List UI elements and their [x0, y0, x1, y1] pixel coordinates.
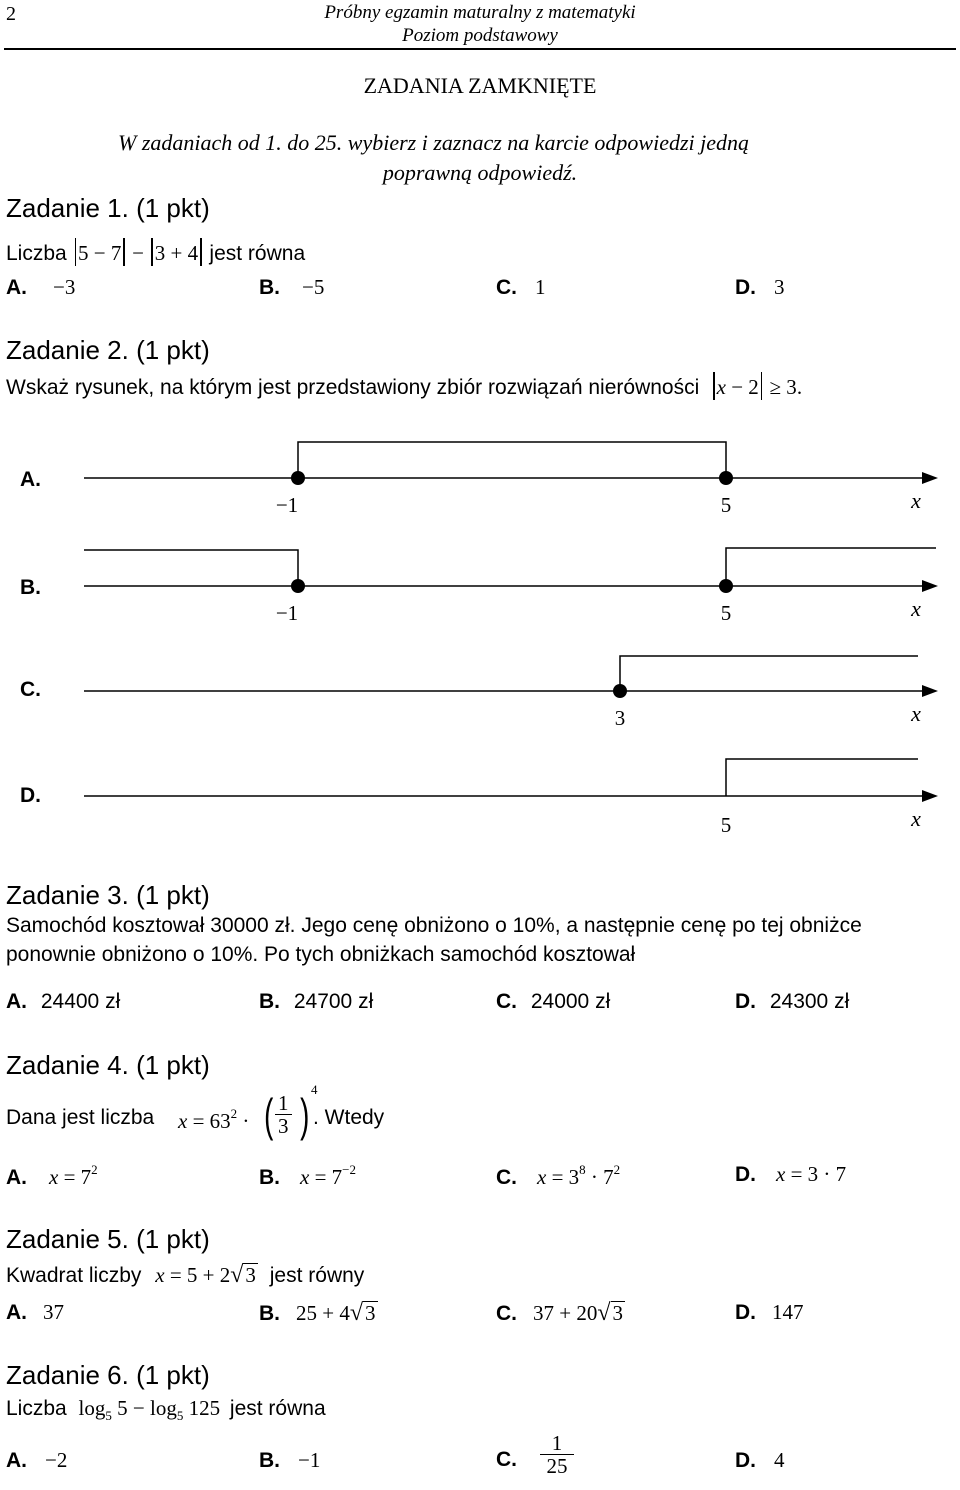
option-value: −5 — [302, 275, 325, 299]
header-rule — [4, 48, 956, 50]
task-4-option-b[interactable] — [259, 1162, 356, 1190]
task-3-question-line2: ponownie obniżono o 10%. Po tych obniżkach samochód kosztował — [6, 943, 636, 966]
task-4-frac-den: 3 — [278, 1114, 289, 1138]
option-value: 25 + 4 — [296, 1301, 350, 1325]
task-3-option-d[interactable] — [735, 990, 849, 1014]
task-2-option-a[interactable]: A. — [20, 468, 41, 491]
task-1-question — [6, 238, 305, 266]
option-letter: A. — [6, 1301, 27, 1324]
closed-endpoint-right — [719, 579, 733, 593]
option-value: 24000 zł — [530, 990, 611, 1013]
task-4-var: x — [178, 1109, 188, 1133]
task-6-base2: 5 — [176, 1408, 184, 1423]
task-6-option-d[interactable] — [735, 1448, 785, 1473]
option-value: 24700 zł — [293, 990, 374, 1013]
task-5-option-d[interactable] — [735, 1300, 804, 1325]
task-5-option-a[interactable] — [6, 1300, 64, 1325]
task-1-title: Zadanie 1. (1 pkt) — [6, 193, 210, 223]
option-value: 4 — [774, 1448, 785, 1472]
axis-arrow — [922, 790, 938, 802]
option-exp: 8 — [579, 1162, 586, 1177]
task-6-option-a[interactable] — [6, 1448, 67, 1473]
option-letter: C. — [496, 276, 517, 299]
closed-endpoint — [613, 684, 627, 698]
task-1-q-suffix: jest równa — [209, 242, 306, 265]
task-4-dot: · — [242, 1109, 250, 1133]
option-value: 37 + 20 — [533, 1301, 598, 1325]
option-letter: B. — [259, 1302, 280, 1325]
task-3-options — [0, 990, 960, 1020]
task-4-title: Zadanie 4. (1 pkt) — [6, 1050, 210, 1080]
task-2-option-b[interactable]: B. — [20, 576, 41, 599]
option-letter: C. — [496, 1166, 517, 1189]
task-2-var: x — [716, 375, 726, 399]
header-title: Próbny egzamin maturalny z matematyki — [324, 2, 636, 23]
task-5-eq: = 5 + 2 — [169, 1263, 231, 1287]
option-letter: D. — [735, 276, 756, 299]
task-6-arg2: 125 — [188, 1396, 221, 1420]
option-value: −1 — [298, 1448, 321, 1472]
option-letter: A. — [6, 1449, 27, 1472]
task-4-q-prefix: Dana jest liczba — [6, 1106, 155, 1129]
option-value: −2 — [45, 1448, 68, 1472]
option-letter: D. — [735, 1301, 756, 1324]
section-title: ZADANIA ZAMKNIĘTE — [363, 73, 597, 98]
option-root: 3 — [365, 1301, 376, 1325]
axis-label-x: x — [911, 488, 921, 513]
task-4-frac-num: 1 — [275, 1092, 292, 1115]
option-value: 1 — [535, 275, 546, 299]
option-exp: 2 — [91, 1162, 98, 1177]
task-2-rel: ≥ 3 — [769, 375, 797, 399]
option-exp: −2 — [342, 1162, 357, 1177]
closed-endpoint-left — [291, 471, 305, 485]
option-value: 147 — [772, 1300, 804, 1324]
task-2-q-text: Wskaż rysunek, na którym jest przedstawiony zbiór rozwiązań nierówności — [6, 376, 700, 399]
task-3-option-b[interactable] — [259, 990, 373, 1014]
option-letter: A. — [6, 1166, 27, 1189]
option-letter: A. — [6, 276, 27, 299]
task-1-abs-b: 3 + 4 — [154, 241, 199, 265]
task-6-title: Zadanie 6. (1 pkt) — [6, 1360, 210, 1390]
solution-bracket — [726, 759, 918, 796]
option-lhs: x — [300, 1165, 310, 1189]
closed-endpoint-right — [719, 471, 733, 485]
task-1-abs-a: 5 − 7 — [78, 241, 122, 265]
axis-label-x: x — [911, 596, 921, 621]
task-6-q-suffix: jest równa — [229, 1397, 326, 1420]
solution-bracket — [298, 442, 726, 478]
axis-label-x: x — [911, 701, 921, 726]
number-line-b — [0, 538, 960, 638]
page-number: 2 — [6, 3, 16, 25]
task-2-minus: − 2 — [731, 375, 759, 399]
task-1-option-b[interactable] — [259, 275, 324, 300]
task-5-option-c[interactable]: C. 37 + 20√3 — [496, 1300, 624, 1326]
solution-bracket — [620, 656, 918, 691]
task-3-question-line1: Samochód kosztował 30000 zł. Jego cenę obniżono o 10%, a następnie cenę po tej obniżce — [6, 914, 862, 937]
tick-label-left: −1 — [275, 493, 299, 517]
tick-label-left: −1 — [275, 601, 299, 625]
option-frac-den: 25 — [546, 1454, 568, 1478]
task-2-question — [6, 372, 802, 400]
section-instruction: W zadaniach od 1. do 25. wybierz i zaznacz na karcie odpowiedzi jedną — [118, 130, 750, 155]
option-value: −3 — [53, 275, 76, 299]
task-1-options — [0, 275, 960, 305]
task-6-options — [0, 1432, 960, 1490]
option-rhs: = 7 — [314, 1165, 343, 1189]
option-frac-num: 1 — [540, 1432, 574, 1455]
task-4-eq: = 63 — [192, 1109, 231, 1133]
number-line-c — [0, 645, 960, 745]
task-6-question — [6, 1396, 326, 1424]
task-1-minus: − — [132, 241, 144, 265]
task-5-title: Zadanie 5. (1 pkt) — [6, 1224, 210, 1254]
option-rhs: = 7 — [63, 1165, 92, 1189]
option-value: 24300 zł — [769, 990, 850, 1013]
task-1-option-a[interactable] — [6, 275, 75, 300]
option-root: 3 — [612, 1301, 624, 1325]
task-6-log1: log — [78, 1396, 106, 1420]
solution-bracket-left — [84, 550, 298, 586]
task-3-option-c[interactable] — [496, 990, 610, 1014]
tick-label: 5 — [720, 813, 732, 837]
option-letter: B. — [259, 990, 280, 1013]
task-6-base1: 5 — [105, 1408, 112, 1423]
task-3-title: Zadanie 3. (1 pkt) — [6, 880, 210, 910]
task-3-option-a[interactable] — [6, 990, 120, 1014]
option-letter: D. — [735, 990, 756, 1013]
option-exp2: 2 — [613, 1162, 621, 1177]
task-5-var: x — [155, 1263, 165, 1287]
option-rhs2: · 7 — [590, 1165, 614, 1189]
option-rhs: = 3 · 7 — [790, 1162, 847, 1186]
task-6-q-prefix: Liczba — [6, 1397, 67, 1420]
option-value: 24400 zł — [40, 990, 121, 1013]
option-letter: B. — [259, 1449, 280, 1472]
axis-arrow — [922, 472, 938, 484]
task-5-root: 3 — [245, 1263, 256, 1287]
axis-arrow — [922, 580, 938, 592]
task-1-option-d[interactable] — [735, 275, 785, 300]
option-lhs: x — [49, 1165, 59, 1189]
closed-endpoint-left — [291, 579, 305, 593]
tick-label-right: 5 — [720, 493, 732, 517]
task-4-option-a[interactable] — [6, 1162, 98, 1190]
option-letter: B. — [259, 1166, 280, 1189]
option-letter: A. — [6, 990, 27, 1013]
task-2-end: . — [796, 375, 803, 399]
task-4-option-d[interactable] — [735, 1162, 846, 1187]
task-5-question: Kwadrat liczby x = 5 + 2√3 jest równy — [6, 1262, 365, 1288]
option-lhs: x — [537, 1165, 547, 1189]
number-line-d — [0, 750, 960, 850]
task-4-frac-exp: 4 — [311, 1082, 318, 1097]
option-letter: C. — [496, 1448, 517, 1471]
task-2-option-d[interactable]: D. — [20, 784, 41, 807]
task-4-q-suffix: . Wtedy — [313, 1106, 385, 1129]
tick-label: 3 — [614, 706, 626, 730]
option-letter: C. — [496, 990, 517, 1013]
option-letter: D. — [735, 1449, 756, 1472]
task-6-arg1: 5 − log — [117, 1396, 177, 1420]
option-letter: D. — [735, 1163, 756, 1186]
task-5-q-prefix: Kwadrat liczby — [6, 1264, 142, 1287]
task-4-eq-exp: 2 — [230, 1106, 238, 1121]
option-lhs: x — [776, 1162, 786, 1186]
task-5-option-b[interactable]: B. 25 + 4√3 — [259, 1300, 376, 1326]
task-4-option-c[interactable] — [496, 1162, 620, 1190]
task-2-option-c[interactable]: C. — [20, 678, 41, 701]
task-1-q-prefix: Liczba — [6, 242, 67, 265]
option-letter: B. — [259, 276, 280, 299]
axis-arrow — [922, 685, 938, 697]
option-letter: C. — [496, 1302, 517, 1325]
tick-label-right: 5 — [720, 601, 732, 625]
option-value: 37 — [43, 1300, 64, 1324]
solution-bracket-right — [726, 548, 936, 586]
task-6-option-b[interactable] — [259, 1448, 320, 1473]
option-rhs: = 3 — [551, 1165, 580, 1189]
task-5-q-suffix: jest równy — [269, 1264, 365, 1287]
axis-label-x: x — [911, 806, 921, 831]
task-1-option-c[interactable] — [496, 275, 546, 300]
task-5-options — [0, 1300, 960, 1330]
task-4-options — [0, 1162, 960, 1192]
option-value: 3 — [774, 275, 785, 299]
task-2-title: Zadanie 2. (1 pkt) — [6, 335, 210, 365]
number-line-a — [0, 430, 960, 530]
section-instruction-cont: poprawną odpowiedź. — [382, 160, 578, 185]
header-subtitle: Poziom podstawowy — [402, 25, 558, 46]
